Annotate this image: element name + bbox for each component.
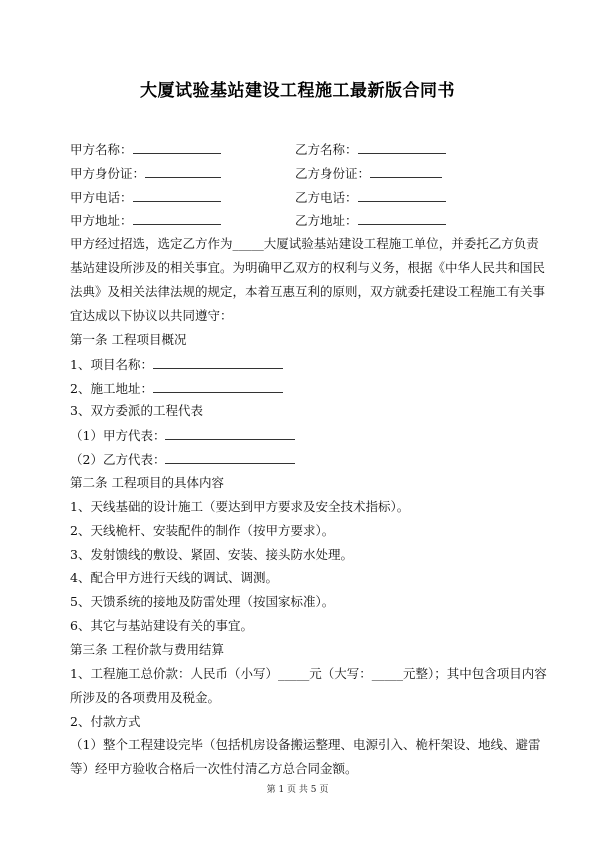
party-b-phone-blank[interactable] xyxy=(358,189,446,202)
party-a-address: 甲方地址： xyxy=(70,212,221,229)
payment-heading: 2、付款方式 xyxy=(70,714,141,729)
party-b-rep-blank[interactable] xyxy=(165,451,295,464)
party-a-rep-item: （1）甲方代表： xyxy=(70,427,295,444)
project-name-item: 1、项目名称： xyxy=(70,356,283,373)
project-name-blank[interactable] xyxy=(153,356,283,369)
work-item: 4、配合甲方进行天线的调试、调测。 xyxy=(70,570,278,585)
party-b-id-blank[interactable] xyxy=(370,165,442,178)
intro-line: 法典》及相关法律法规的规定，本着互惠互利的原则，双方就委托建设工程施工有关事 xyxy=(70,284,546,299)
intro-line: 宜达成以下协议以共同遵守： xyxy=(70,308,233,323)
payment-line: （1）整个工程建设完毕（包括机房设备搬运整理、电源引入、桅杆架设、地线、避雷 xyxy=(70,737,541,752)
party-b-id: 乙方身份证： xyxy=(295,165,442,182)
party-b-rep-item: （2）乙方代表： xyxy=(70,451,295,468)
party-a-name: 甲方名称： xyxy=(70,141,221,158)
work-item: 2、天线桅杆、安装配件的制作（按甲方要求）。 xyxy=(70,523,335,538)
party-a-id-blank[interactable] xyxy=(145,165,221,178)
site-address-item: 2、施工地址： xyxy=(70,380,283,397)
party-b-address: 乙方地址： xyxy=(295,212,446,229)
work-item: 5、天馈系统的接地及防雷处理（按国家标准）。 xyxy=(70,594,335,609)
party-a-rep-blank[interactable] xyxy=(165,427,295,440)
intro-line: 基站建设所涉及的相关事宜。为明确甲乙双方的权利与义务，根据《中华人民共和国民 xyxy=(70,260,546,275)
party-a-phone: 甲方电话： xyxy=(70,189,221,206)
article1-heading: 第一条 工程项目概况 xyxy=(70,332,187,347)
party-a-id: 甲方身份证： xyxy=(70,165,221,182)
page-number: 第 1 页 共 5 页 xyxy=(266,785,329,795)
work-item: 1、天线基础的设计施工（要达到甲方要求及安全技术指标）。 xyxy=(70,499,410,514)
party-b-address-blank[interactable] xyxy=(358,212,446,225)
intro-line: 甲方经过招选，选定乙方作为_____大厦试验基站建设工程施工单位，并委托乙方负责 xyxy=(70,236,539,251)
work-item: 6、其它与基站建设有关的事宜。 xyxy=(70,618,253,633)
party-a-phone-blank[interactable] xyxy=(133,189,221,202)
document-title: 大厦试验基站建设工程施工最新版合同书 xyxy=(140,81,455,101)
work-item: 3、发射馈线的敷设、紧固、安装、接头防水处理。 xyxy=(70,547,353,562)
payment-line: 等）经甲方验收合格后一次性付清乙方总合同金额。 xyxy=(70,761,358,776)
party-b-name-blank[interactable] xyxy=(358,141,446,154)
article2-heading: 第二条 工程项目的具体内容 xyxy=(70,475,224,490)
site-address-blank[interactable] xyxy=(153,380,283,393)
representatives-item: 3、双方委派的工程代表 xyxy=(70,403,203,418)
price-line: 1、工程施工总价款：人民币（小写）_____元（大写：_____元整）；其中包含项目内容 xyxy=(70,666,547,681)
party-a-name-blank[interactable] xyxy=(133,141,221,154)
party-a-address-blank[interactable] xyxy=(133,212,221,225)
party-b-name: 乙方名称： xyxy=(295,141,446,158)
price-line: 所涉及的各项费用及税金。 xyxy=(70,690,221,705)
article3-heading: 第三条 工程价款与费用结算 xyxy=(70,642,224,657)
party-b-phone: 乙方电话： xyxy=(295,189,446,206)
